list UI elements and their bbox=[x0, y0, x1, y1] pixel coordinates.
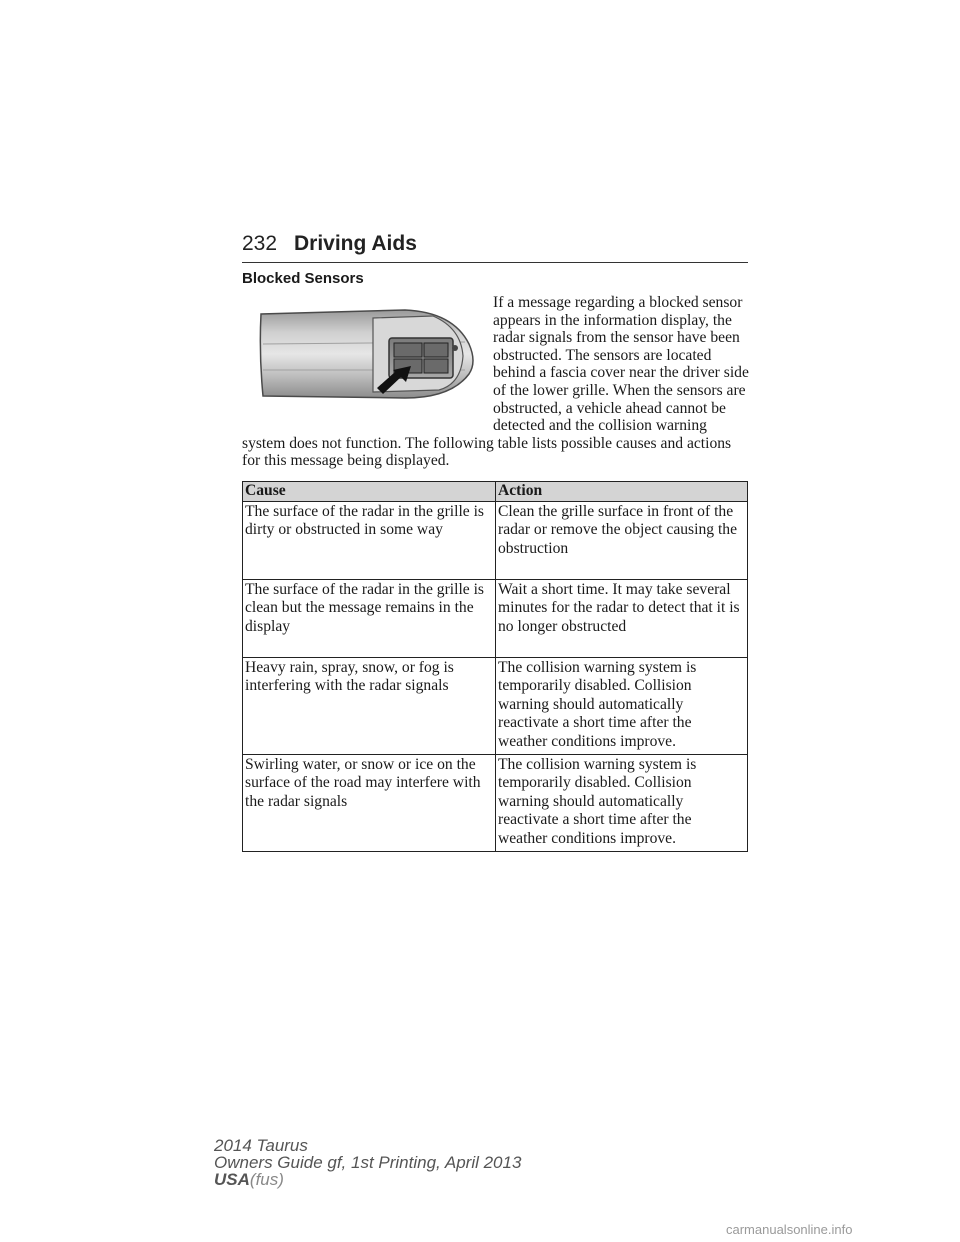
page-number: 232 bbox=[242, 232, 278, 255]
header-action: Action bbox=[496, 482, 748, 502]
footer-market-suffix: (fus) bbox=[249, 1170, 284, 1189]
table-row bbox=[243, 501, 748, 579]
page-header bbox=[242, 232, 748, 263]
cell-cause: Swirling water, or snow or ice on the surface of the road may interfere with the radar signals bbox=[243, 754, 496, 851]
cell-action: Clean the grille surface in front of the radar or remove the object causing the obstruction bbox=[496, 501, 748, 579]
footer-market-code: USA bbox=[214, 1170, 250, 1189]
cell-action: The collision warning system is temporarily disabled. Collision warning should automatically reactivate a short time after the weather conditions improve. bbox=[496, 657, 748, 754]
table-header-row bbox=[243, 482, 748, 502]
cause-action-table bbox=[242, 481, 748, 852]
table-row bbox=[243, 657, 748, 754]
footer-edition: Owners Guide gf, 1st Printing, April 2013 bbox=[214, 1153, 522, 1172]
chapter-title: Driving Aids bbox=[294, 232, 417, 255]
watermark: carmanualsonline.info bbox=[726, 1222, 853, 1237]
table-row bbox=[243, 754, 748, 851]
cell-cause: The surface of the radar in the grille is dirty or obstructed in some way bbox=[243, 501, 496, 579]
intro-text: If a message regarding a blocked sensor appears in the information display, the radar signals from the sensor have been obstructed. The sensors are located behind a fascia cover near the driver side of the lower grille. When the sensors are obstructed, a vehicle ahead cannot be detected and the collision warning system does not function. The following table lists possible causes and actions for this message being displayed. bbox=[242, 294, 749, 470]
table-row bbox=[243, 579, 748, 657]
radar-sensor-fascia-illustration bbox=[255, 304, 477, 408]
document-footer bbox=[214, 1137, 521, 1188]
cell-cause: Heavy rain, spray, snow, or fog is interfering with the radar signals bbox=[243, 657, 496, 754]
section-heading: Blocked Sensors bbox=[242, 270, 364, 287]
cell-action: Wait a short time. It may take several minutes for the radar to detect that it is no longer obstructed bbox=[496, 579, 748, 657]
cell-cause: The surface of the radar in the grille is clean but the message remains in the display bbox=[243, 579, 496, 657]
cell-action: The collision warning system is temporarily disabled. Collision warning should automatically reactivate a short time after the weather conditions improve. bbox=[496, 754, 748, 851]
header-cause: Cause bbox=[243, 482, 496, 502]
footer-market bbox=[214, 1171, 521, 1188]
footer-model: 2014 Taurus bbox=[214, 1136, 308, 1155]
